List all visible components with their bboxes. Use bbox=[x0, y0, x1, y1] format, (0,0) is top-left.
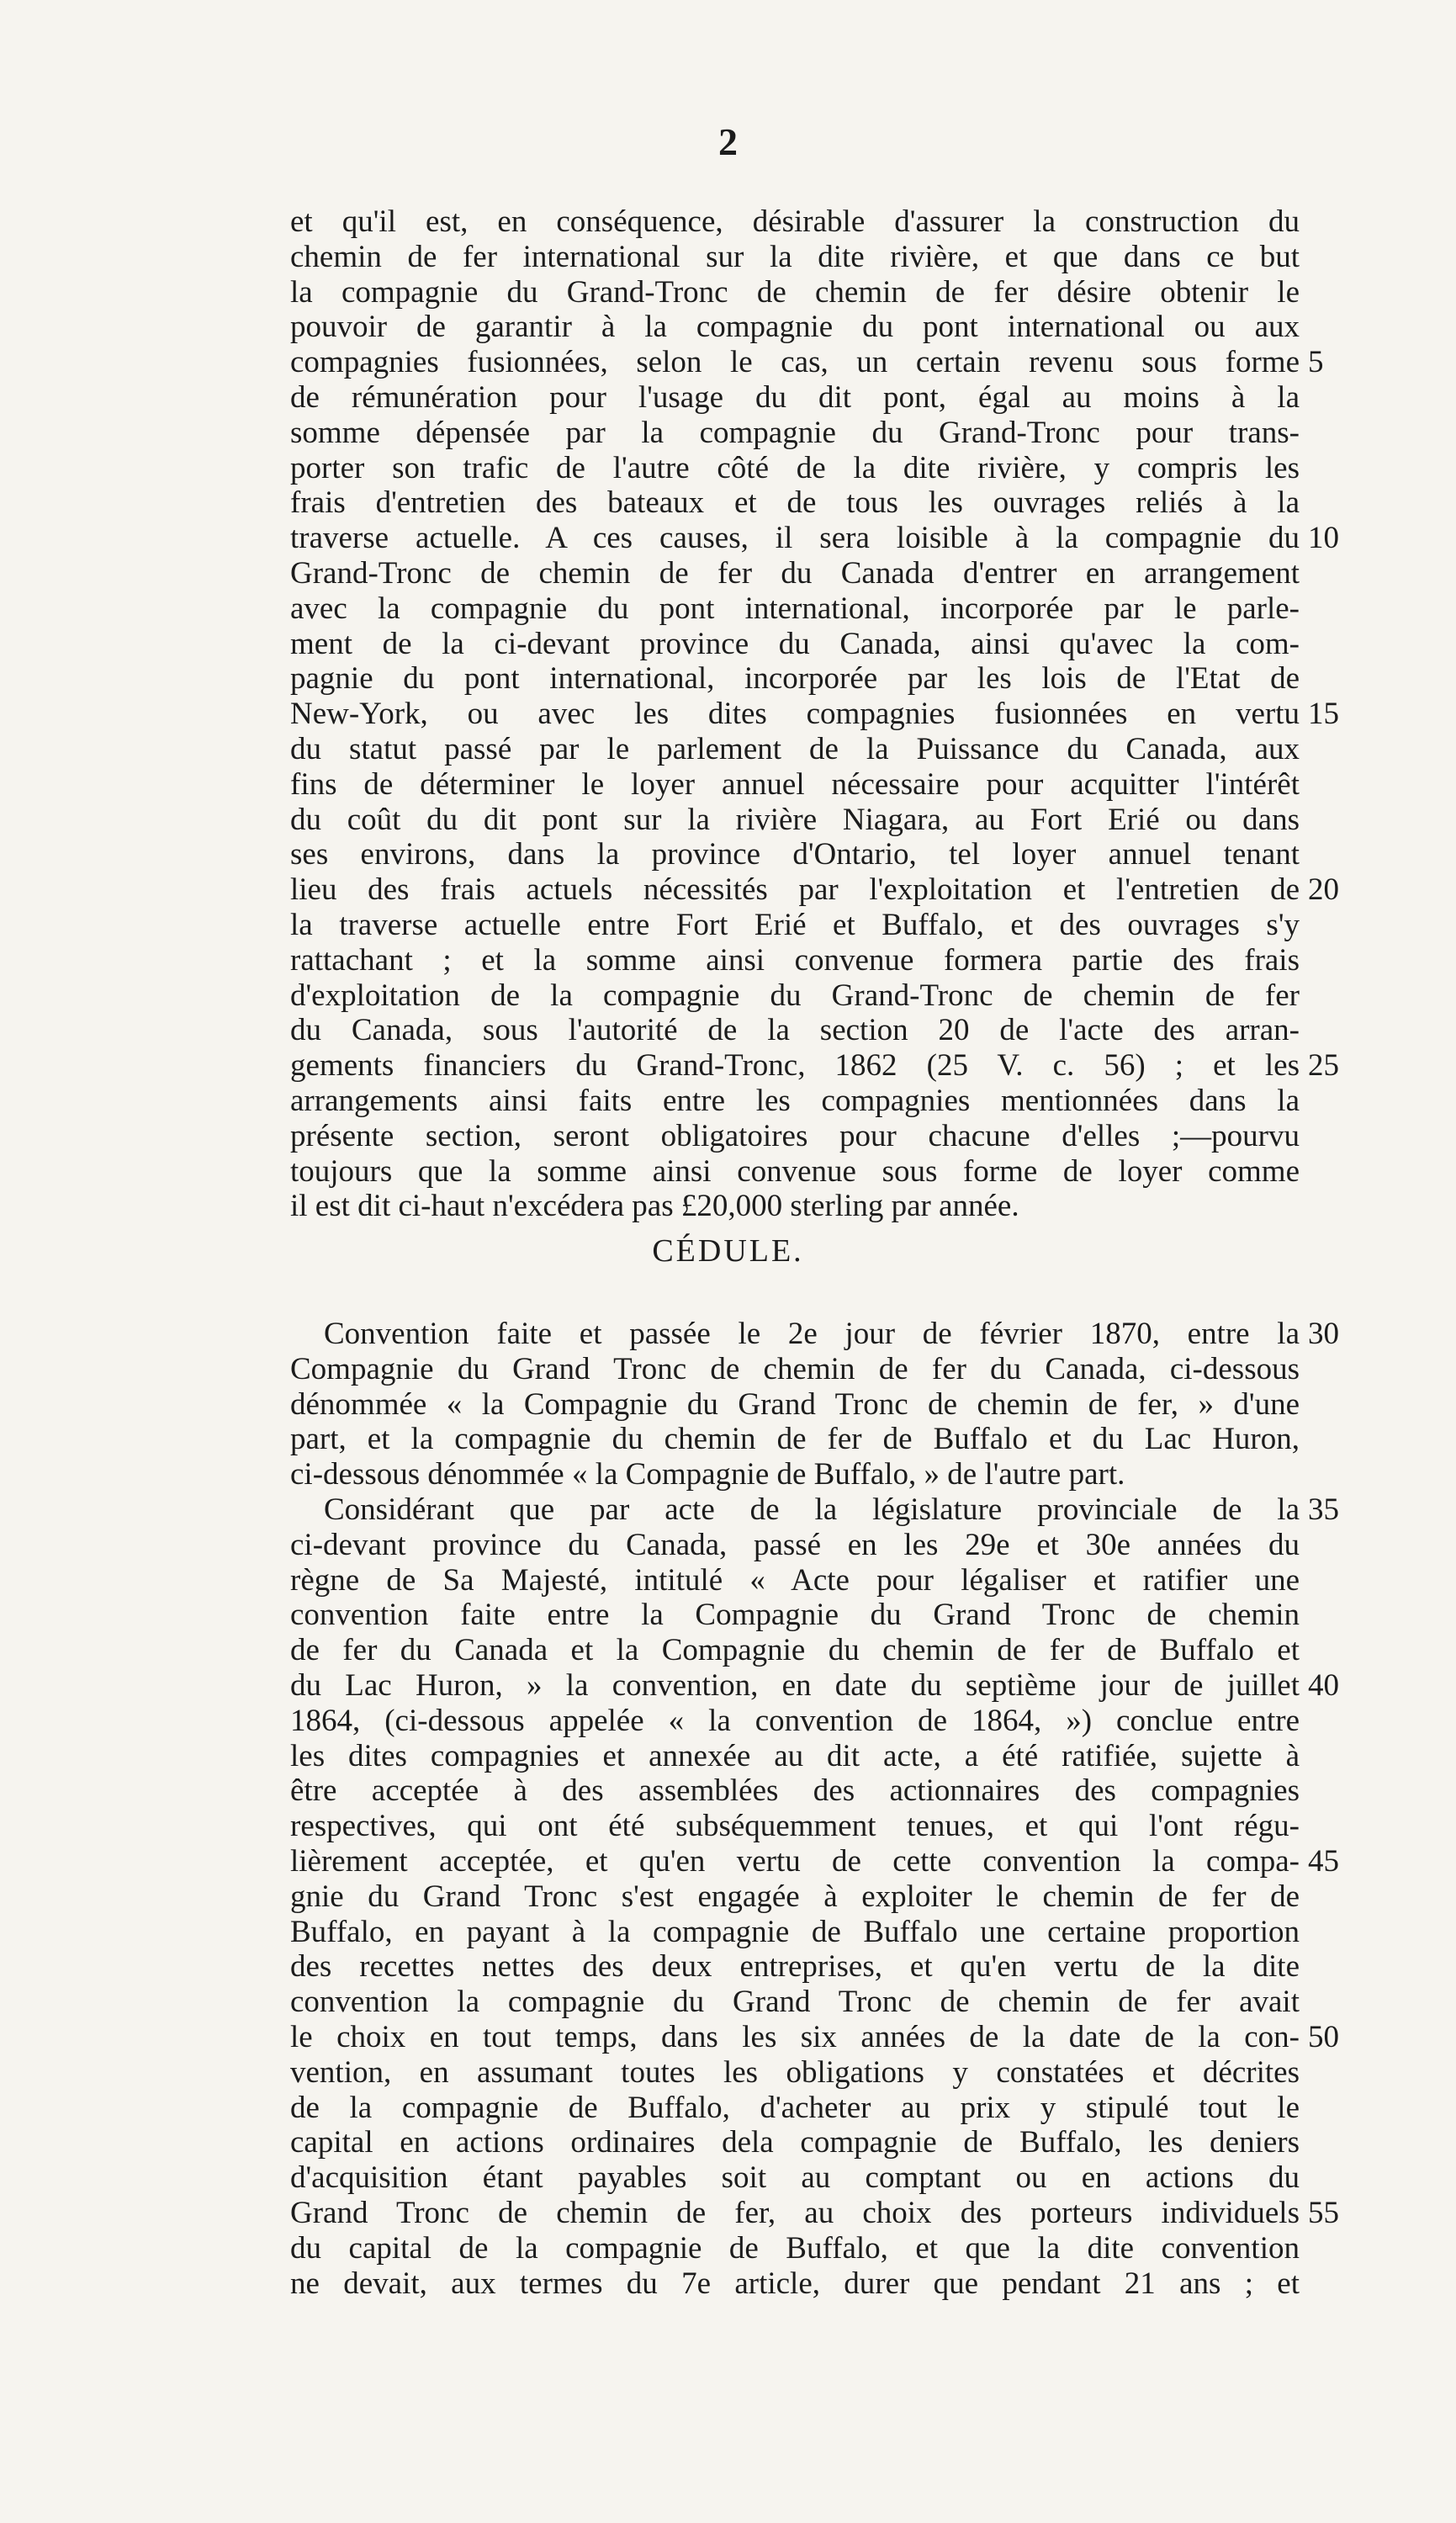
line-text: porter son trafic de l'autre côté de la dite rivière, y compris les bbox=[290, 450, 1300, 485]
line-text: pouvoir de garantir à la compagnie du pont international ou aux bbox=[290, 310, 1300, 345]
line-text: New-York, ou avec les dites compagnies fusionnées en vertu bbox=[290, 697, 1300, 732]
line-text: du Lac Huron, » la convention, en date du septième jour de juillet bbox=[290, 1667, 1300, 1703]
line-number: 55 bbox=[1308, 2195, 1339, 2230]
line-text: chemin de fer international sur la dite rivière, et que dans ce but bbox=[290, 239, 1300, 274]
line-text: de fer du Canada et la Compagnie du chemin de fer de Buffalo et bbox=[290, 1633, 1300, 1668]
line-text: fins de déterminer le loyer annuel nécessaire pour acquitter l'intérêt bbox=[290, 766, 1300, 802]
text-line bbox=[290, 943, 1300, 978]
text-line bbox=[290, 908, 1300, 943]
line-text: la compagnie du Grand-Tronc de chemin de fer désire obtenir le bbox=[290, 274, 1300, 310]
text-line bbox=[290, 1084, 1300, 1119]
text-line bbox=[290, 697, 1339, 732]
text-line bbox=[290, 1879, 1300, 1915]
text-line bbox=[290, 1119, 1300, 1154]
text-line bbox=[290, 1048, 1339, 1084]
text-line bbox=[290, 204, 1300, 240]
line-text: frais d'entretien des bateaux et de tous les ouvrages reliés à la bbox=[290, 485, 1300, 521]
section-heading: CÉDULE. bbox=[652, 1233, 804, 1269]
text-line bbox=[290, 2055, 1300, 2091]
text-line bbox=[290, 1598, 1300, 1633]
text-line bbox=[290, 803, 1300, 838]
text-line bbox=[290, 1667, 1339, 1704]
text-line bbox=[290, 591, 1300, 627]
text-line bbox=[290, 2160, 1300, 2196]
line-number: 15 bbox=[1308, 697, 1339, 732]
text-line bbox=[290, 767, 1300, 803]
line-text: de la compagnie de Buffalo, d'acheter au prix y stipulé tout le bbox=[290, 2090, 1300, 2125]
line-text: Grand-Tronc de chemin de fer du Canada d'entrer en arrangement bbox=[290, 555, 1300, 591]
line-number: 45 bbox=[1308, 1843, 1339, 1879]
line-text: d'exploitation de la compagnie du Grand-Tronc de chemin de fer bbox=[290, 978, 1300, 1013]
line-text: être acceptée à des assemblées des actionnaires des compagnies bbox=[290, 1773, 1300, 1809]
text-line bbox=[290, 2091, 1300, 2126]
text-line bbox=[290, 1563, 1300, 1598]
line-text: ment de la ci-devant province du Canada, ainsi qu'avec la com- bbox=[290, 626, 1300, 661]
line-text: il est dit ci-haut n'excédera pas £20,000 sterling par année. bbox=[290, 1189, 1019, 1224]
text-line bbox=[290, 2231, 1300, 2266]
line-text: somme dépensée par la compagnie du Grand-Tronc pour trans- bbox=[290, 415, 1300, 450]
text-line bbox=[290, 310, 1300, 345]
text-line bbox=[290, 521, 1339, 556]
line-text: ses environs, dans la province d'Ontario, tel loyer annuel tenant bbox=[290, 837, 1300, 872]
text-line bbox=[290, 1704, 1300, 1739]
schedule-text bbox=[290, 1317, 1339, 2301]
line-text: du capital de la compagnie de Buffalo, et que la dite convention bbox=[290, 2230, 1300, 2266]
text-line bbox=[290, 627, 1300, 662]
line-text: Grand Tronc de chemin de fer, au choix des porteurs individuels bbox=[290, 2195, 1300, 2230]
text-line bbox=[290, 1352, 1300, 1387]
line-text: le choix en tout temps, dans les six années de la date de la con- bbox=[290, 2019, 1300, 2054]
text-line bbox=[290, 1809, 1300, 1844]
line-text: Convention faite et passée le 2e jour de février 1870, entre la bbox=[324, 1317, 1300, 1351]
line-text: convention la compagnie du Grand Tronc de chemin de fer avait bbox=[290, 1985, 1300, 2020]
line-text: du Canada, sous l'autorité de la section 20 de l'acte des arran- bbox=[290, 1013, 1300, 1048]
line-text: ci-devant province du Canada, passé en les 29e et 30e années du bbox=[290, 1527, 1300, 1562]
line-text: ci-dessous dénommée « la Compagnie de Buffalo, » de l'autre part. bbox=[290, 1457, 1125, 1492]
line-text: 1864, (ci-dessous appelée « la convention de 1864, ») conclue entre bbox=[290, 1703, 1300, 1738]
text-line bbox=[290, 1739, 1300, 1774]
text-line bbox=[290, 451, 1300, 486]
line-text: vention, en assumant toutes les obligations y constatées et décrites bbox=[290, 2054, 1300, 2090]
text-line bbox=[290, 1843, 1339, 1879]
line-text: dénommée « la Compagnie du Grand Tronc de chemin de fer, » d'une bbox=[290, 1386, 1300, 1422]
line-text: et qu'il est, en conséquence, désirable d'assurer la construction du bbox=[290, 204, 1300, 239]
line-number: 20 bbox=[1308, 872, 1339, 908]
line-text: compagnies fusionnées, selon le cas, un certain revenu sous forme bbox=[290, 345, 1300, 380]
text-line bbox=[290, 2125, 1300, 2160]
text-line bbox=[290, 661, 1300, 697]
text-line bbox=[290, 275, 1300, 310]
line-text: toujours que la somme ainsi convenue sous forme de loyer comme bbox=[290, 1153, 1300, 1189]
line-number: 50 bbox=[1308, 2019, 1339, 2054]
text-line bbox=[290, 1949, 1300, 1985]
line-text: d'acquisition étant payables soit au comptant ou en actions du bbox=[290, 2160, 1300, 2196]
line-text: traverse actuelle. A ces causes, il sera loisible à la compagnie du bbox=[290, 521, 1300, 556]
text-line bbox=[290, 1013, 1300, 1048]
line-text: la traverse actuelle entre Fort Erié et Buffalo, et des ouvrages s'y bbox=[290, 907, 1300, 942]
text-line bbox=[290, 1492, 1339, 1528]
line-text: rattachant ; et la somme ainsi convenue formera partie des frais bbox=[290, 942, 1300, 978]
statute-text bbox=[290, 204, 1339, 1224]
line-text: des recettes nettes des deux entreprises, et qu'en vertu de la dite bbox=[290, 1949, 1300, 1985]
text-line bbox=[290, 2195, 1339, 2231]
text-line bbox=[290, 380, 1300, 416]
line-text: arrangements ainsi faits entre les compagnies mentionnées dans la bbox=[290, 1083, 1300, 1118]
line-text: lièrement acceptée, et qu'en vertu de cette convention la compa- bbox=[290, 1843, 1300, 1879]
text-line bbox=[290, 1422, 1300, 1457]
text-line bbox=[290, 1773, 1300, 1809]
line-text: gnie du Grand Tronc s'est engagée à exploiter le chemin de fer de bbox=[290, 1879, 1300, 1914]
line-text: lieu des frais actuels nécessités par l'exploitation et l'entretien de bbox=[290, 872, 1300, 908]
line-number: 5 bbox=[1308, 345, 1324, 380]
text-line bbox=[290, 556, 1300, 591]
line-number: 10 bbox=[1308, 521, 1339, 556]
line-text: de rémunération pour l'usage du dit pont, égal au moins à la bbox=[290, 379, 1300, 415]
text-line bbox=[290, 1154, 1300, 1190]
text-line bbox=[290, 978, 1300, 1014]
page-number: 2 bbox=[718, 120, 738, 163]
line-text: présente section, seront obligatoires pour chacune d'elles ;—pourvu bbox=[290, 1118, 1300, 1153]
text-line bbox=[290, 416, 1300, 451]
line-text: les dites compagnies et annexée au dit acte, a été ratifiée, sujette à bbox=[290, 1738, 1300, 1773]
text-line bbox=[290, 2019, 1339, 2055]
text-line bbox=[290, 240, 1300, 275]
text-line bbox=[290, 485, 1300, 521]
text-line bbox=[290, 2266, 1300, 2302]
text-line bbox=[290, 1317, 1339, 1352]
text-line bbox=[290, 345, 1324, 380]
line-text: respectives, qui ont été subséquemment tenues, et qui l'ont régu- bbox=[290, 1809, 1300, 1844]
line-text: du coût du dit pont sur la rivière Niagara, au Fort Erié ou dans bbox=[290, 802, 1300, 837]
text-line bbox=[290, 732, 1300, 767]
line-text: pagnie du pont international, incorporée par les lois de l'Etat de bbox=[290, 661, 1300, 697]
line-text: convention faite entre la Compagnie du Grand Tronc de chemin bbox=[290, 1598, 1300, 1633]
line-text: Compagnie du Grand Tronc de chemin de fer du Canada, ci-dessous bbox=[290, 1351, 1300, 1386]
line-text: part, et la compagnie du chemin de fer de Buffalo et du Lac Huron, bbox=[290, 1422, 1300, 1457]
line-number: 30 bbox=[1308, 1317, 1339, 1351]
text-line bbox=[290, 872, 1339, 908]
line-text: du statut passé par le parlement de la Puissance du Canada, aux bbox=[290, 731, 1300, 766]
text-line bbox=[290, 1915, 1300, 1950]
line-number: 35 bbox=[1308, 1492, 1339, 1527]
text-line bbox=[290, 837, 1300, 872]
line-number: 40 bbox=[1308, 1667, 1339, 1703]
text-line bbox=[290, 1528, 1300, 1563]
line-text: règne de Sa Majesté, intitulé « Acte pour légaliser et ratifier une bbox=[290, 1562, 1300, 1598]
text-line bbox=[290, 1387, 1300, 1423]
text-line bbox=[290, 1457, 1300, 1492]
text-line bbox=[290, 1189, 1300, 1224]
line-text: Buffalo, en payant à la compagnie de Buffalo une certaine proportion bbox=[290, 1914, 1300, 1949]
line-text: avec la compagnie du pont international, incorporée par le parle- bbox=[290, 591, 1300, 626]
line-text: capital en actions ordinaires dela compagnie de Buffalo, les deniers bbox=[290, 2125, 1300, 2160]
line-text: gements financiers du Grand-Tronc, 1862 (25 V. c. 56) ; et les bbox=[290, 1048, 1300, 1084]
text-line bbox=[290, 1633, 1300, 1668]
line-text: ne devait, aux termes du 7e article, durer que pendant 21 ans ; et bbox=[290, 2266, 1300, 2301]
line-text: Considérant que par acte de la législature provinciale de la bbox=[324, 1492, 1300, 1527]
line-number: 25 bbox=[1308, 1048, 1339, 1084]
text-line bbox=[290, 1985, 1300, 2020]
